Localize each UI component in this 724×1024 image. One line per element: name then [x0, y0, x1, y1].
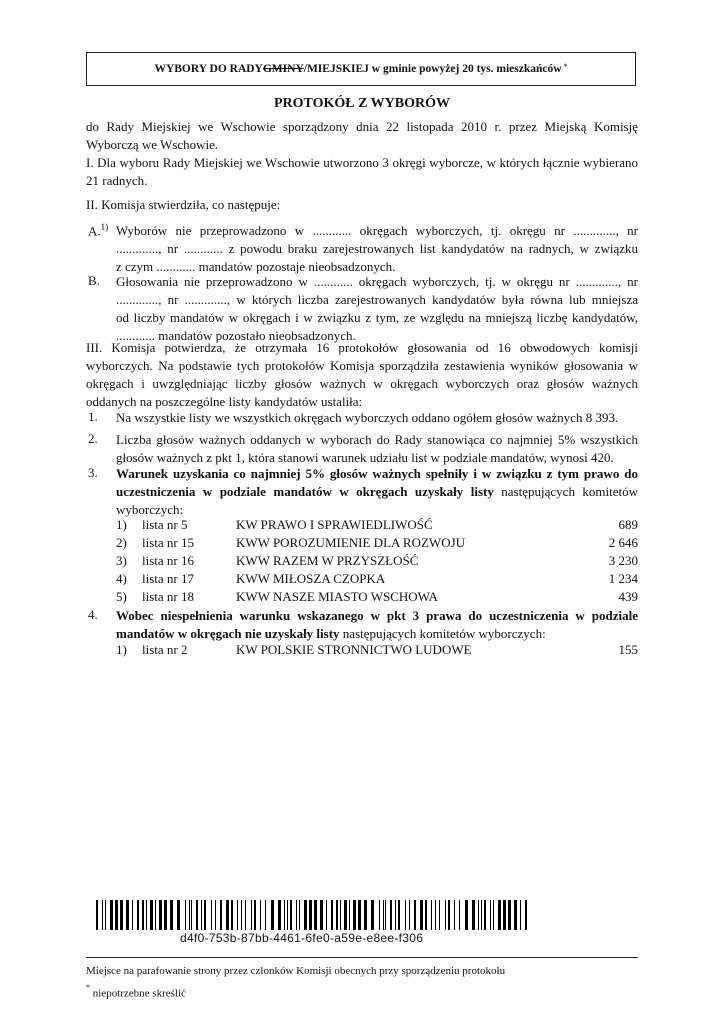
point-2-number: 2. — [88, 431, 98, 446]
point-a-line-3: z czym ............ mandatów pozostaje nieobsadzonych. — [116, 259, 396, 274]
point-a-label: A.$^{1)}$ — [88, 222, 109, 239]
initials-note: Miejsce na parafowanie strony przez członków Komisji obecnych przy sporządzeniu protokołu — [86, 965, 506, 977]
qualified-list-committee-name: KWW POROZUMIENIE DLA ROZWOJU — [236, 535, 466, 550]
point-b-line-3: od liczby mandatów w okręgach i w związku z tym, ze względu na mniejszą liczbę kandydatów, — [116, 310, 638, 325]
header-struck-word: GMINY — [262, 63, 304, 75]
qualified-list-committee-name: KWW NASZE MIASTO WSCHOWA — [236, 589, 438, 604]
election-header-box — [86, 52, 636, 86]
section-ii-heading: II. Komisja stwierdziła, co następuje: — [86, 197, 281, 212]
qualified-list-votes: 3 230 — [608, 553, 638, 568]
point-1-number: 1. — [88, 409, 98, 424]
unqualified-list-votes: 155 — [618, 642, 638, 657]
qualified-list-votes: 439 — [618, 589, 638, 604]
footnote-text: niepotrzebne skreślić — [90, 987, 186, 1000]
qualified-list-list-number: lista nr 5 — [142, 517, 188, 532]
qualified-list-votes: 1 234 — [608, 571, 638, 586]
point-3-number: 3. — [88, 465, 98, 480]
qualified-list-row — [116, 588, 638, 606]
point-3-text — [116, 465, 638, 519]
unqualified-list-row — [116, 641, 638, 659]
point-1-text: Na wszystkie listy we wszystkich okręgach wyborczych oddano ogółem głosów ważnych 8 393. — [116, 410, 619, 425]
point-4-text — [116, 607, 638, 643]
section-i: I. Dla wyboru Rady Miejskiej we Wschowie utworzono 3 okręgi wyborcze, w których łącznie wybierano 21 radnych. — [86, 155, 638, 188]
point-b-line-1: Głosowania nie przeprowadzono w ............ okręgach wyborczych, tj. w okręgu nr ............., nr — [116, 274, 638, 289]
point-b-label: B. — [88, 273, 100, 288]
header-footnote-mark: * — [563, 61, 568, 71]
qualified-list-index: 1) — [116, 517, 127, 532]
qualified-list-committee-name: KWW RAZEM W PRZYSZŁOŚĆ — [236, 553, 419, 568]
qualified-list-list-number: lista nr 16 — [142, 553, 194, 568]
qualified-list-index: 3) — [116, 553, 127, 568]
barcode-text: d4f0-753b-87bb-4461-6fe0-a59e-e8ee-f306 — [180, 931, 424, 945]
footnote — [86, 985, 186, 1000]
qualified-list-committee-name: KW PRAWO I SPRAWIEDLIWOŚĆ — [236, 517, 433, 532]
qualified-list-list-number: lista nr 18 — [142, 589, 194, 604]
point-4-rest-text: następujących komitetów wyborczych: — [339, 626, 546, 641]
point-4-bold-text: Wobec niespełnienia warunku wskazanego w pkt 3 prawa do uczestniczenia w podziale mandatów w okręgach nie uzyskały listy — [116, 608, 638, 641]
footnote-mark: * — [86, 983, 90, 992]
point-a-line-2: ............., nr ............ z powodu braku zarejestrowanych list kandydatów na radnych, w związku — [116, 241, 638, 256]
qualified-list-row — [116, 516, 638, 534]
qualified-list-index: 2) — [116, 535, 127, 550]
footer-divider — [86, 957, 638, 958]
unqualified-list-list-number: lista nr 2 — [142, 642, 188, 657]
point-3-bold-text: Warunek uzyskania co najmniej 5% głosów ważnych spełniły i w związku z tym prawo do uczestniczenia w podziale mandatów w okręgach uzyskały listy — [116, 466, 638, 499]
qualified-list-index: 4) — [116, 571, 127, 586]
qualified-list-row — [116, 552, 638, 570]
point-3-rest-text: następujących komitetów wyborczych: — [116, 484, 638, 517]
qualified-list-list-number: lista nr 15 — [142, 535, 194, 550]
unqualified-list-index: 1) — [116, 642, 127, 657]
page-title: PROTOKÓŁ Z WYBORÓW — [273, 96, 451, 111]
point-a-line-1: Wyborów nie przeprowadzono w ............ okręgach wyborczych, tj. okręgu nr ............., nr — [116, 223, 638, 238]
header-text-end: /MIEJSKIEJ w gminie powyżej 20 tys. mieszkańców — [303, 63, 562, 75]
qualified-list-votes: 2 646 — [608, 535, 638, 550]
point-b-line-2: ............., nr ............., w których liczba zarejestrowanych kandydatów była równa lub mniejsza — [116, 292, 638, 307]
intro-paragraph: do Rady Miejskiej we Wschowie sporządzony dnia 22 listopada 2010 r. przez Miejską Komisję Wyborczą we Wschowie. — [86, 119, 638, 152]
point-a-sup: 1) — [100, 222, 109, 232]
qualified-list-committee-name: KWW MIŁOSZA CZOPKA — [236, 571, 386, 586]
unqualified-list-committee-name: KW POLSKIE STRONNICTWO LUDOWE — [236, 642, 472, 657]
point-2-text: Liczba głosów ważnych oddanych w wyborach do Rady stanowiąca co najmniej 5% wszystkich głosów ważnych z pkt 1, która stanowi warunek udziału list w podziale mandatów, wynosi 420. — [116, 432, 638, 465]
header-text-start: WYBORY DO RADY — [154, 63, 263, 75]
barcode — [96, 900, 528, 930]
qualified-list-index: 5) — [116, 589, 127, 604]
qualified-list-votes: 689 — [618, 517, 638, 532]
point-b-line-4: ............ mandatów pozostało nieobsadzonych. — [116, 328, 356, 343]
qualified-list-row — [116, 534, 638, 552]
qualified-list-row — [116, 570, 638, 588]
section-iii: III. Komisja potwierdza, że otrzymała 16 protokołów głosowania od 16 obwodowych komisji wyborczych. Na podstawie tych protokołów Komisja sporządziła zestawienia wyników głosowania w okręgach i uwzględniając liczby głosów ważnych w okręgach wyborczych oraz głosów ważnych oddanych na poszczególne listy kandydatów ustaliła: — [86, 340, 638, 409]
qualified-list-list-number: lista nr 17 — [142, 571, 194, 586]
point-4-number: 4. — [88, 607, 98, 622]
